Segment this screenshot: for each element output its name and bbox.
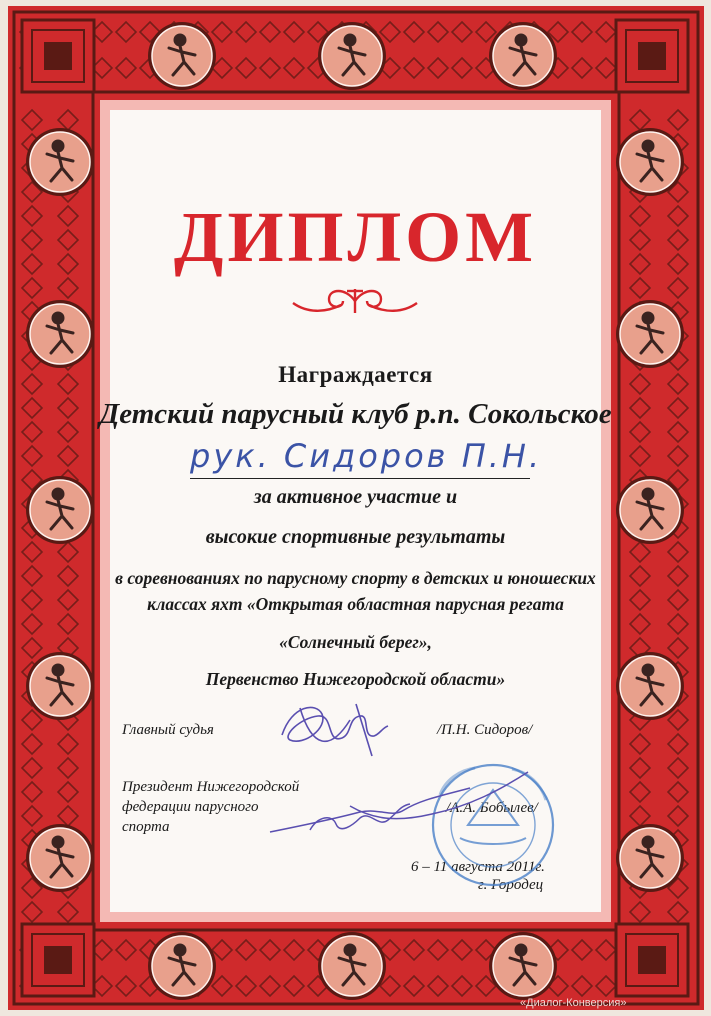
reason-line-1: за активное участие и <box>253 486 458 508</box>
tennis-player-icon <box>318 932 386 1000</box>
ornament-flourish <box>285 283 425 319</box>
reason-line-2: высокие спортивные результаты <box>205 526 506 548</box>
recipient-name: Детский парусный клуб р.п. Сокольское <box>99 398 612 430</box>
chief-judge-title: Главный судья <box>122 722 214 738</box>
competition-line-4: Первенство Нижегородской области» <box>205 669 506 689</box>
sailboat-icon <box>26 300 94 368</box>
competition-line-1: в соревнованиях по парусному спорту в детских и юношеских <box>115 568 596 588</box>
event-date: 6 – 11 августа 2011г. <box>411 859 545 875</box>
judo-icon <box>26 128 94 196</box>
karate-icon <box>616 128 684 196</box>
chief-judge-name: /П.Н. Сидоров/ <box>437 722 533 738</box>
runner-icon <box>489 22 557 90</box>
wrestlers-icon <box>26 824 94 892</box>
hockey-player-icon <box>489 932 557 1000</box>
president-title-line-1: Президент Нижегородской <box>122 779 300 795</box>
president-title-line-3: спорта <box>122 819 170 835</box>
diploma-title: ДИПЛОМ <box>173 197 538 277</box>
event-place: г. Городец <box>478 877 544 893</box>
football-player-icon <box>148 22 216 90</box>
awarded-heading: Награждается <box>278 362 433 387</box>
publisher-imprint: «Диалог-Конверсия» <box>520 997 627 1009</box>
competition-line-2: классах яхт «Открытая областная парусная регата <box>147 594 564 614</box>
football-player-icon <box>148 932 216 1000</box>
basketball-icon <box>616 300 684 368</box>
wrestlers-icon <box>616 824 684 892</box>
handwritten-leader-name: рук. Сидоров П.Н. <box>190 434 530 479</box>
president-name: /А.А. Бобылев/ <box>446 800 538 816</box>
torch-icon <box>318 22 386 90</box>
competition-line-3: «Солнечный берег», <box>279 632 432 652</box>
president-title-line-2: федерации парусного <box>122 799 259 815</box>
